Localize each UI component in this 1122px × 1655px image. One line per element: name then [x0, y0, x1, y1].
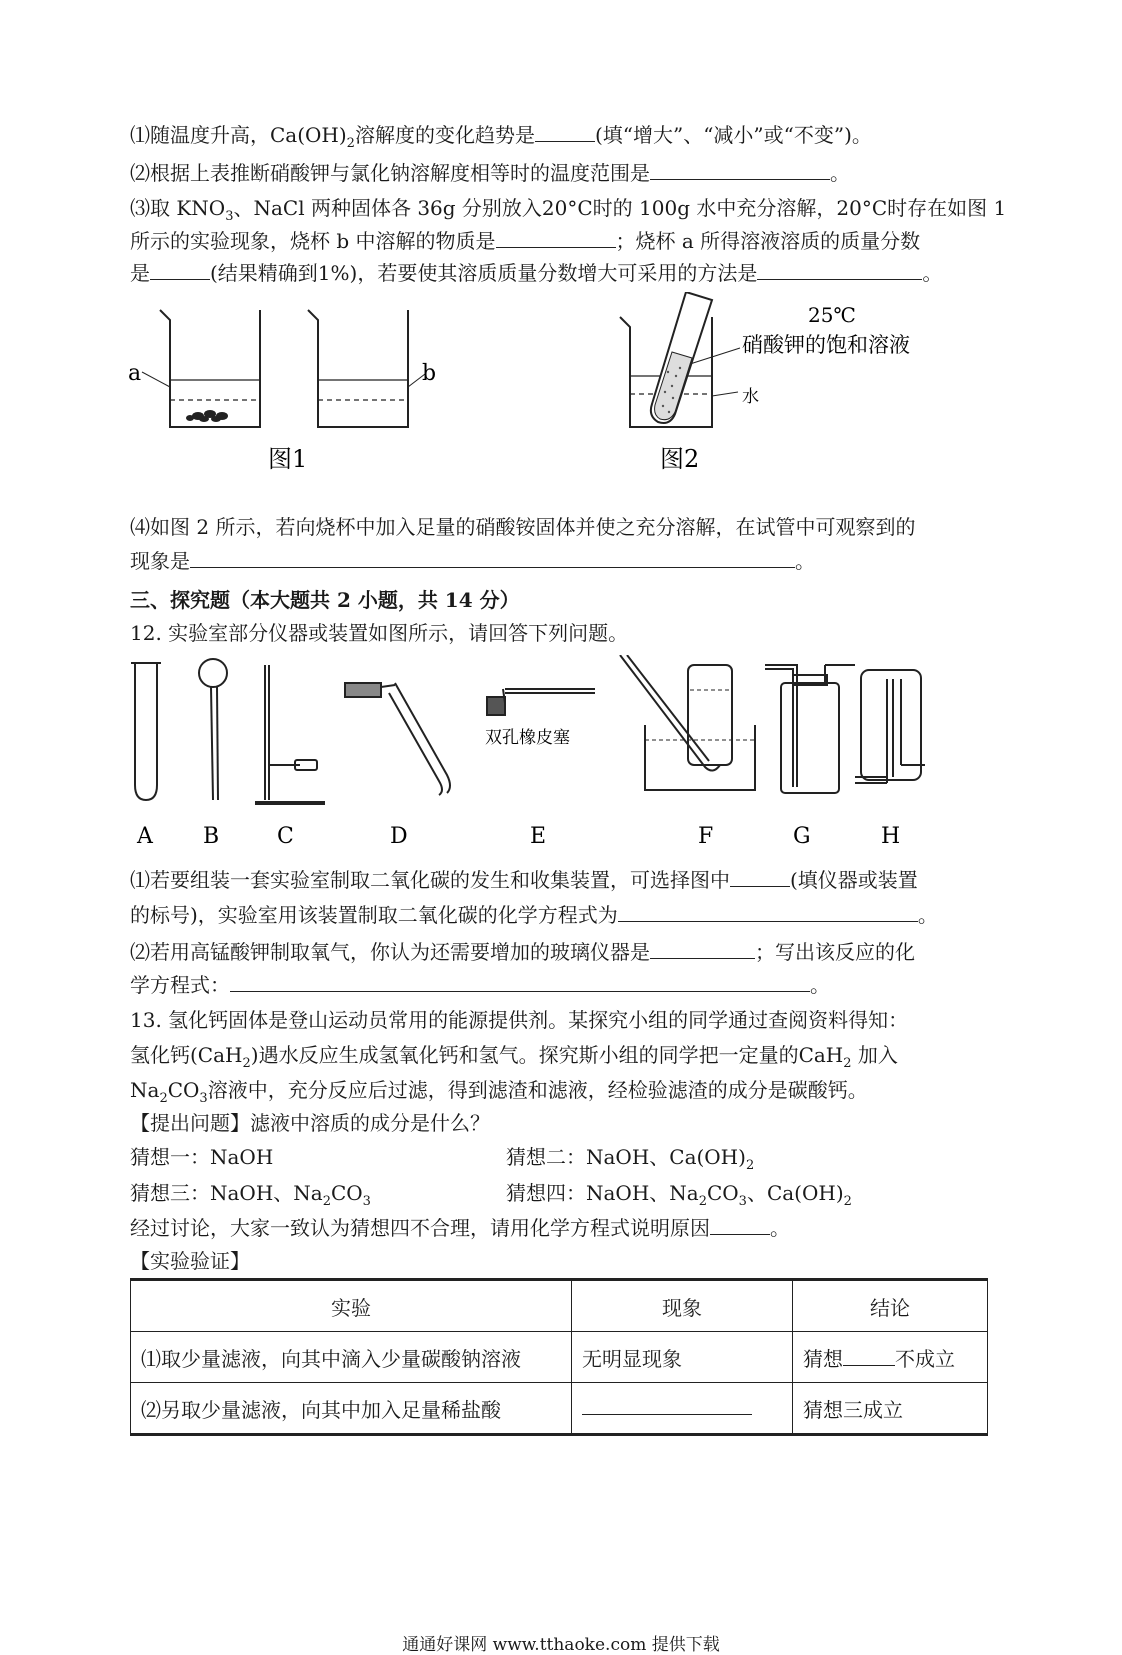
answer-blank[interactable] [150, 261, 210, 280]
gas-bottle-h [855, 670, 925, 783]
label-f: F [698, 824, 714, 849]
leader-line [712, 392, 738, 396]
answer-blank[interactable] [650, 940, 755, 959]
footer: 通通好课网 www.tthaoke.com 提供下载 [402, 1635, 720, 1655]
label-h: H [881, 824, 901, 849]
q12-part1-line2: 的标号)，实验室用该装置制取二氧化碳的化学方程式为 。 [130, 903, 938, 927]
rubber-stopper-e [487, 689, 595, 715]
answer-blank[interactable] [710, 1216, 770, 1235]
precipitate [186, 410, 228, 422]
header-experiment: 实验 [131, 1280, 572, 1332]
answer-blank[interactable] [757, 261, 922, 280]
q12-part1: ⑴若要组装一套实验室制取二氧化碳的发生和收集装置，可选择图中 (填仪器或装置 [130, 868, 918, 892]
row2-observation [572, 1383, 793, 1435]
header-conclusion: 结论 [793, 1280, 988, 1332]
row2-conclusion: 猜想三成立 [793, 1383, 988, 1435]
q12-part2: ⑵若用高锰酸钾制取氧气，你认为还需要增加的玻璃仪器是 ；写出该反应的化 [130, 940, 915, 964]
beaker-b [308, 310, 425, 427]
row2-experiment: ⑵另取少量滤液，向其中加入足量稀盐酸 [131, 1383, 572, 1435]
stopper-label: 双孔橡皮塞 [485, 728, 570, 748]
water-trough-f [620, 655, 755, 790]
answer-blank[interactable] [582, 1396, 752, 1415]
q13-line3: $Na_2CO_3$溶液中，充分反应后过滤，得到滤渣和滤液，经检验滤渣的成分是碳酸钙。 [130, 1078, 868, 1106]
answer-blank[interactable] [618, 903, 918, 922]
q11-part1: ⑴随温度升高，$Ca(OH)_2$溶解度的变化趋势是 (填“增大”、“减小”或“不变”)。 [130, 123, 872, 151]
q11-part3-line2: 所示的实验现象，烧杯 b 中溶解的物质是 ；烧杯 a 所得溶液溶质的质量分数 [130, 229, 921, 253]
label-c: C [277, 824, 294, 849]
label-g: G [793, 824, 811, 849]
label-b: b [422, 361, 437, 386]
q13-line2: 氢化钙(CaH$_2$)遇水反应生成氢氧化钙和氢气。探究斯小组的同学把一定量的CaH$_2$ 加入 [130, 1043, 898, 1071]
row1-experiment: ⑴取少量滤液，向其中滴入少量碳酸钠溶液 [131, 1332, 572, 1383]
test-tube [651, 292, 712, 423]
apparatus-figure [125, 655, 995, 855]
q11-part2: ⑵根据上表推断硝酸钾与氯化钠溶解度相等时的温度范围是 。 [130, 161, 850, 185]
iron-stand-c [255, 665, 325, 803]
answer-blank[interactable] [535, 123, 595, 142]
answer-blank[interactable] [843, 1347, 895, 1366]
q12-intro: 12. 实验室部分仪器或装置如图所示，请回答下列问题。 [130, 621, 629, 645]
q11-part3-line3: 是 (结果精确到1%)，若要使其溶质质量分数增大可采用的方法是 。 [130, 261, 943, 285]
answer-blank[interactable] [230, 973, 810, 992]
label-d: D [390, 824, 408, 849]
label-e: E [530, 824, 547, 849]
dropper-b [199, 659, 227, 687]
q11-part4-line2: 现象是 。 [130, 549, 815, 573]
guess-4: 猜想四：NaOH、$Na_2CO_3$、$Ca(OH)_2$ [506, 1181, 852, 1209]
label-b: B [203, 824, 220, 849]
label-a: A [137, 824, 153, 849]
beaker-a [142, 310, 260, 427]
gas-bottle-g [765, 665, 855, 793]
discussion: 经过讨论，大家一致认为猜想四不合理，请用化学方程式说明原因 。 [130, 1216, 790, 1240]
table-header-row [131, 1280, 988, 1332]
answer-blank[interactable] [730, 868, 790, 887]
guess-3: 猜想三：NaOH、$Na_2CO_3$ [130, 1181, 371, 1209]
header-observation: 现象 [572, 1280, 793, 1332]
temperature-label: 25℃ [808, 303, 856, 327]
q13-line1: 13. 氢化钙固体是登山运动员常用的能源提供剂。某探究小组的同学通过查阅资料得知： [130, 1008, 909, 1032]
guess-1: 猜想一：NaOH [130, 1145, 274, 1169]
table-row [131, 1383, 988, 1435]
question-heading: 【提出问题】滤液中溶质的成分是什么？ [130, 1111, 490, 1135]
leader-line [690, 348, 740, 364]
test-tube-a [135, 663, 157, 800]
figure-1-2 [120, 292, 1000, 512]
answer-blank[interactable] [190, 549, 795, 568]
guess-2: 猜想二：NaOH、$Ca(OH)_2$ [506, 1145, 755, 1173]
water-label: 水 [742, 387, 759, 407]
q11-part3: ⑶取 $KNO_3$、NaCl 两种固体各 36g 分别放入20°C时的 100g 水中充分溶解，20°C时存在如图 1 [130, 196, 1007, 224]
bent-tube-d [345, 683, 450, 795]
figure-1-caption: 图1 [268, 445, 308, 473]
figure-2-caption: 图2 [660, 445, 700, 473]
row1-observation: 无明显现象 [572, 1332, 793, 1383]
experiment-table [130, 1278, 988, 1436]
label-a: a [128, 361, 142, 386]
q12-part2-line2: 学方程式： 。 [130, 973, 830, 997]
table-row [131, 1332, 988, 1383]
q11-part4: ⑷如图 2 所示，若向烧杯中加入足量的硝酸铵固体并使之充分溶解，在试管中可观察到的 [130, 515, 916, 539]
section-title: 三、探究题（本大题共 2 小题，共 14 分） [130, 588, 520, 612]
answer-blank[interactable] [496, 229, 616, 248]
verify-heading: 【实验验证】 [130, 1249, 250, 1273]
row1-conclusion: 猜想 不成立 [793, 1332, 988, 1383]
answer-blank[interactable] [650, 161, 830, 180]
solution-label: 硝酸钾的饱和溶液 [742, 333, 910, 357]
